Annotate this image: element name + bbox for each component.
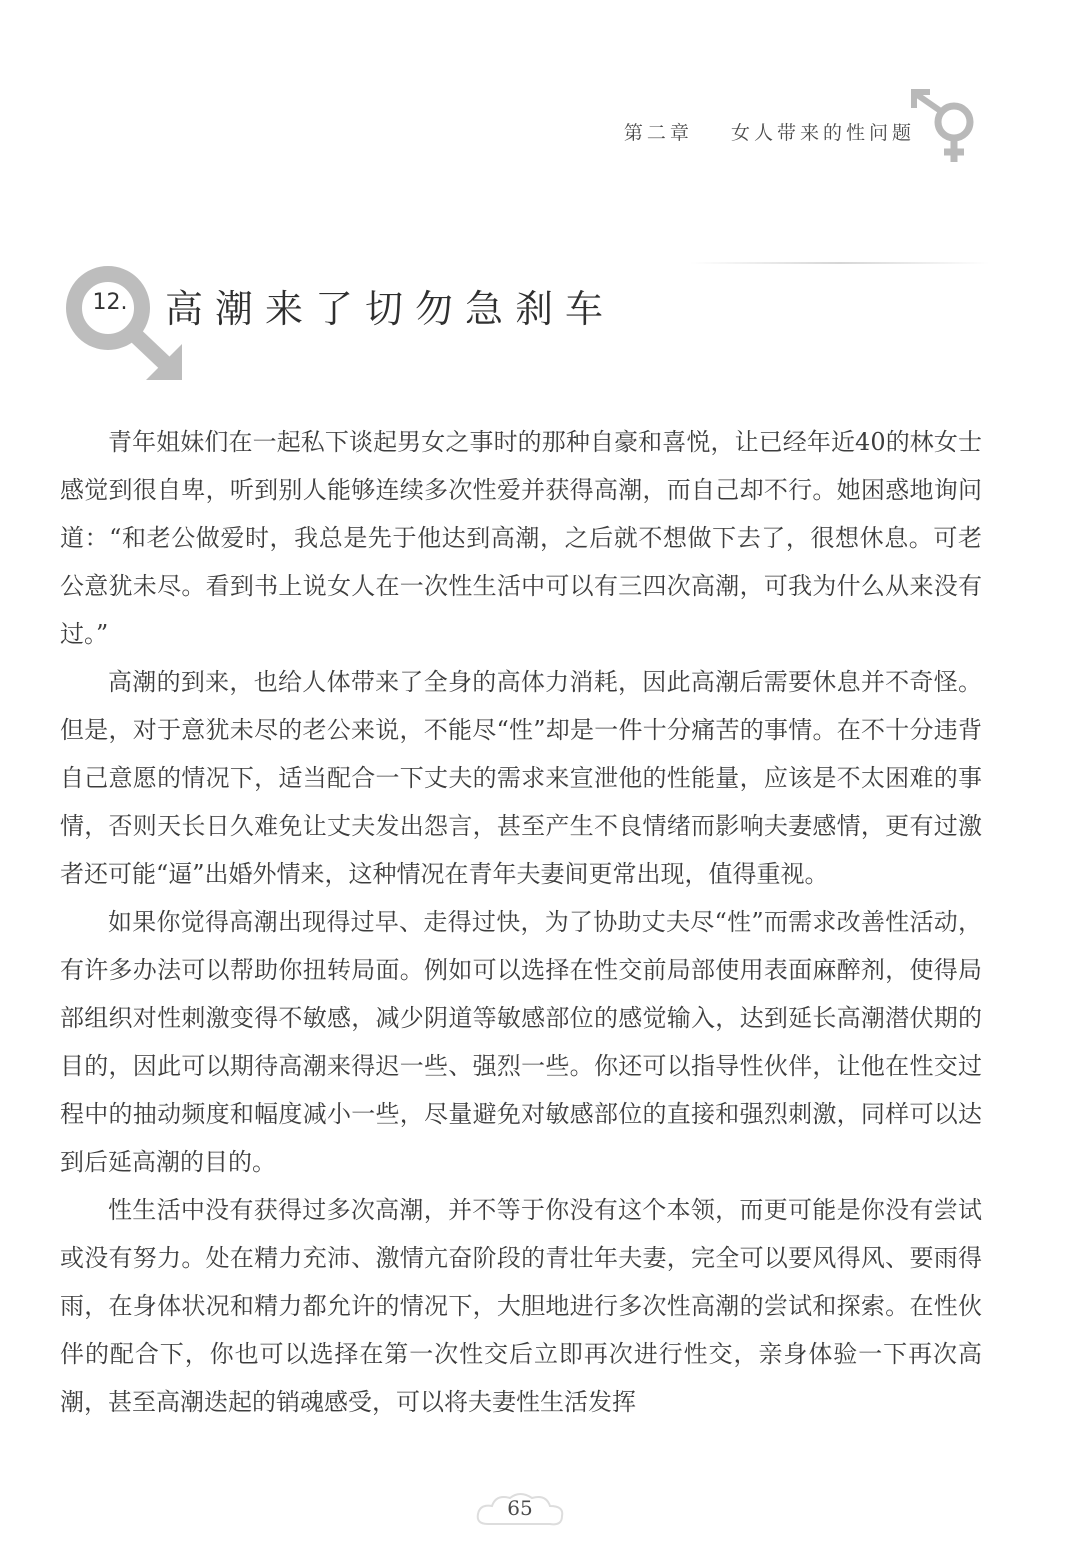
section-number: 12.: [92, 290, 128, 315]
body-text: [60, 418, 982, 1426]
paragraph-4: 性生活中没有获得过多次高潮，并不等于你没有这个本领，而更可能是你没有尝试或没有努力。处在精力充沛、激情亢奋阶段的青壮年夫妻，完全可以要风得风、要雨得雨，在身体状况和精力都允许的情况下，大胆地进行多次性高潮的尝试和探索。在性伙伴的配合下，你也可以选择在第一次性交后立即再次进行性交，亲身体验一下再次高潮，甚至高潮迭起的销魂感受，可以将夫妻性生活发挥: [60, 1196, 982, 1416]
page-number: 65: [507, 1496, 533, 1520]
chapter-title: 女人带来的性问题: [730, 122, 915, 144]
gender-symbol-icon: [906, 88, 986, 168]
running-header: [624, 118, 915, 145]
paragraph-1: 青年姐妹们在一起私下谈起男女之事时的那种自豪和喜悦，让已经年近40的林女士感觉到很自卑，听到别人能够连续多次性爱并获得高潮，而自己却不行。她困惑地询问道：“和老公做爱时，我总是先于他达到高潮，之后就不想做下去了，很想休息。可老公意犹未尽。看到书上说女人在一次性生活中可以有三四次高潮，可我为什么从来没有过。”: [60, 428, 982, 648]
section-title: 高潮来了切勿急刹车: [165, 287, 616, 331]
chapter-label: 第二章: [623, 122, 693, 144]
paragraph-3: 如果你觉得高潮出现得过早、走得过快，为了协助丈夫尽“性”而需求改善性活动，有许多办法可以帮助你扭转局面。例如可以选择在性交前局部使用表面麻醉剂，使得局部组织对性刺激变得不敏感，减少阴道等敏感部位的感觉输入，达到延长高潮潜伏期的目的，因此可以期待高潮来得迟一些、强烈一些。你还可以指导性伙伴，让他在性交过程中的抽动频度和幅度减小一些，尽量避免对敏感部位的直接和强烈刺激，同样可以达到后延高潮的目的。: [60, 908, 982, 1176]
page-number-badge: [470, 1488, 570, 1532]
paragraph-2: 高潮的到来，也给人体带来了全身的高体力消耗，因此高潮后需要休息并不奇怪。但是，对于意犹未尽的老公来说，不能尽“性”却是一件十分痛苦的事情。在不十分违背自己意愿的情况下，适当配合一下丈夫的需求来宣泄他的性能量，应该是不太困难的事情，否则天长日久难免让丈夫发出怨言，甚至产生不良情绪而影响夫妻感情，更有过激者还可能“逼”出婚外情来，这种情况在青年夫妻间更常出现，值得重视。: [60, 668, 982, 888]
title-divider: [690, 262, 990, 264]
